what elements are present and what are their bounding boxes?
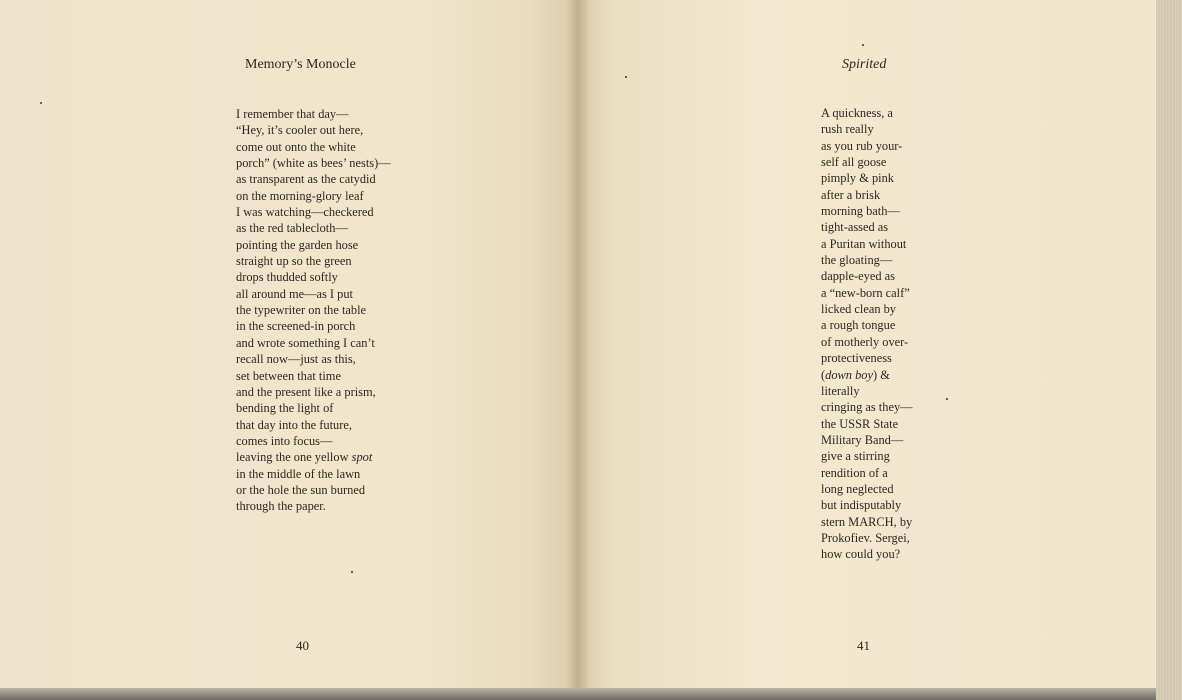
poem-line: the gloating—	[821, 253, 893, 268]
poem-line: literally	[821, 383, 860, 398]
poem-line: but indisputably	[821, 498, 902, 513]
poem-line: in the middle of the lawn	[236, 466, 361, 481]
poem-line: and wrote something I can’t	[236, 335, 375, 350]
poem-line	[821, 367, 913, 383]
poem-line: long neglected	[821, 481, 894, 496]
page-number-right: 41	[857, 638, 870, 653]
right-page	[578, 0, 1156, 690]
poem-line: all around me—as I put	[236, 286, 353, 301]
poem-left	[236, 106, 391, 515]
poem-line-text: leaving the one yellow	[236, 450, 352, 465]
poem-line: a “new-born calf”	[821, 285, 910, 300]
poem-line: Military Band—	[821, 432, 904, 447]
poem-line: a rough tongue	[821, 318, 896, 333]
poem-line: cringing as they—	[821, 400, 913, 415]
close-paren-suffix: )	[872, 367, 878, 382]
poem-line: bending the light of	[236, 401, 334, 416]
poem-line: as you rub your-	[821, 138, 903, 153]
poem-title-left: Memory’s Monocle	[245, 57, 356, 72]
poem-line: give a stirring	[821, 449, 890, 464]
poem-line	[236, 449, 391, 465]
open-paren: (	[821, 367, 826, 382]
poem-line: porch” (white as bees’ nests)—	[236, 156, 391, 171]
poem-line: of motherly over-	[821, 334, 909, 349]
poem-line: as the red tablecloth—	[236, 221, 348, 236]
poem-line: “Hey, it’s cooler out here,	[236, 123, 364, 138]
poem-line: dapple-eyed as	[821, 269, 895, 284]
poem-line: A quickness, a	[821, 106, 893, 120]
poem-line: that day into the future,	[236, 417, 352, 432]
poem-line: stern MARCH, by	[821, 514, 913, 529]
poem-line: rush really	[821, 122, 874, 137]
poem-line: I remember that day—	[236, 107, 349, 121]
poem-line: straight up so the green	[236, 254, 352, 269]
poem-line: drops thudded softly	[236, 270, 338, 285]
poem-line: how could you?	[821, 547, 901, 562]
poem-title-right: Spirited	[842, 57, 887, 72]
poem-line: tight-assed as	[821, 220, 889, 235]
poem-line: I was watching—checkered	[236, 205, 374, 220]
poem-line: comes into focus—	[236, 433, 333, 448]
italic-word: spot	[351, 450, 373, 465]
poem-right	[821, 105, 913, 563]
paper-speck	[946, 398, 948, 400]
paper-speck	[40, 102, 42, 104]
italic-phrase: down boy	[825, 367, 873, 382]
poem-line: or the hole the sun burned	[236, 482, 366, 497]
poem-line: and the present like a prism,	[236, 384, 376, 399]
poem-line: recall now—just as this,	[236, 352, 356, 367]
page-edges	[1156, 0, 1182, 700]
poem-line: as transparent as the catydid	[236, 172, 376, 187]
poem-line-suffix: &	[877, 367, 890, 382]
poem-line: come out onto the white	[236, 139, 356, 154]
poem-line: after a brisk	[821, 187, 881, 202]
poem-line: rendition of a	[821, 465, 888, 480]
poem-line: self all goose	[821, 155, 887, 170]
poem-line: set between that time	[236, 368, 341, 383]
poem-line: pointing the garden hose	[236, 237, 359, 252]
poem-line: morning bath—	[821, 204, 900, 219]
bottom-shadow	[0, 688, 1156, 700]
poem-line: protectiveness	[821, 351, 892, 366]
paper-speck	[862, 44, 864, 46]
paper-speck	[351, 571, 353, 573]
poem-line: in the screened-in porch	[236, 319, 356, 334]
poem-line: on the morning-glory leaf	[236, 188, 364, 203]
poem-line: a Puritan without	[821, 236, 907, 251]
poem-line: through the paper.	[236, 499, 326, 514]
poem-line: pimply & pink	[821, 171, 894, 186]
left-page	[0, 0, 578, 690]
book-gutter	[566, 0, 590, 690]
poem-line: the USSR State	[821, 416, 899, 431]
poem-line: the typewriter on the table	[236, 303, 367, 318]
poem-line: licked clean by	[821, 302, 896, 317]
paper-speck	[625, 76, 627, 78]
page-number-left: 40	[296, 638, 309, 653]
poem-line: Prokofiev. Sergei,	[821, 530, 910, 545]
